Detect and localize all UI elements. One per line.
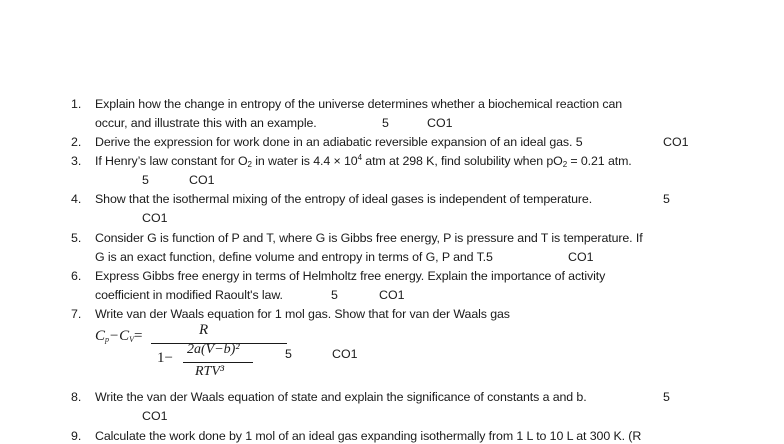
fraction-bar: [183, 362, 253, 363]
question-number: 9.: [71, 429, 82, 443]
question-text-line: Write van der Waals equation for 1 mol gas. Show that for van der Waals gas: [95, 307, 510, 321]
question-text-line: Calculate the work done by 1 mol of an ideal gas expanding isothermally from 1 L to 10 L at 300 K. (R: [95, 429, 642, 443]
question-text-line: Show that the isothermal mixing of the entropy of ideal gases is independent of temperature.: [95, 192, 593, 206]
course-outcome: CO1: [142, 211, 168, 225]
marks: 5: [142, 173, 149, 187]
question-number: 7.: [71, 307, 82, 321]
question-number: 5.: [71, 231, 82, 245]
question-text-line: Express Gibbs free energy in terms of Helmholtz free energy. Explain the importance of activity: [95, 269, 606, 283]
marks: 5: [663, 192, 670, 206]
question-text-line: G is an exact function, define volume and entropy in terms of G, P and T.5: [95, 250, 493, 264]
formula-inner-numerator: 2a(V−b)²: [187, 342, 240, 357]
formula-one-minus: 1−: [157, 350, 173, 366]
question-number: 1.: [71, 97, 82, 111]
formula-lhs: $C_p-C_V=$: [95, 328, 143, 344]
question-number: 8.: [71, 390, 82, 404]
question-text-line: Explain how the change in entropy of the universe determines whether a biochemical reaction can: [95, 97, 623, 111]
course-outcome: CO1: [568, 250, 594, 264]
question-text-line: occur, and illustrate this with an example.: [95, 116, 317, 130]
course-outcome: CO1: [189, 173, 215, 187]
question-number: 4.: [71, 192, 82, 206]
formula-numerator: R: [199, 322, 209, 338]
question-text-line: Derive the expression for work done in an adiabatic reversible expansion of an ideal gas. 5: [95, 135, 583, 149]
van-der-waals-formula: [95, 322, 295, 384]
marks: 5: [663, 390, 670, 404]
question-text-line: If Henry’s law constant for $O_2$ in water is $4.4 \times 10^4$ atm at 298 K, find solubility when $pO_2 = 0.21$ atm.: [95, 153, 632, 169]
course-outcome: CO1: [427, 116, 453, 130]
question-text-line: Write the van der Waals equation of state and explain the significance of constants a and b.: [95, 390, 587, 404]
marks: 5: [285, 347, 292, 361]
question-text-line: Consider G is function of P and T, where G is Gibbs free energy, P is pressure and T is temperature. If: [95, 231, 643, 245]
question-number: 3.: [71, 154, 82, 168]
question-number: 2.: [71, 135, 82, 149]
question-text-line: coefficient in modified Raoult's law.: [95, 288, 283, 302]
question-number: 6.: [71, 269, 82, 283]
course-outcome: CO1: [142, 409, 168, 423]
course-outcome: CO1: [332, 347, 358, 361]
marks: 5: [331, 288, 338, 302]
marks: 5: [382, 116, 389, 130]
course-outcome: CO1: [379, 288, 405, 302]
course-outcome: CO1: [663, 135, 689, 149]
formula-inner-denominator: RTV³: [195, 364, 225, 379]
